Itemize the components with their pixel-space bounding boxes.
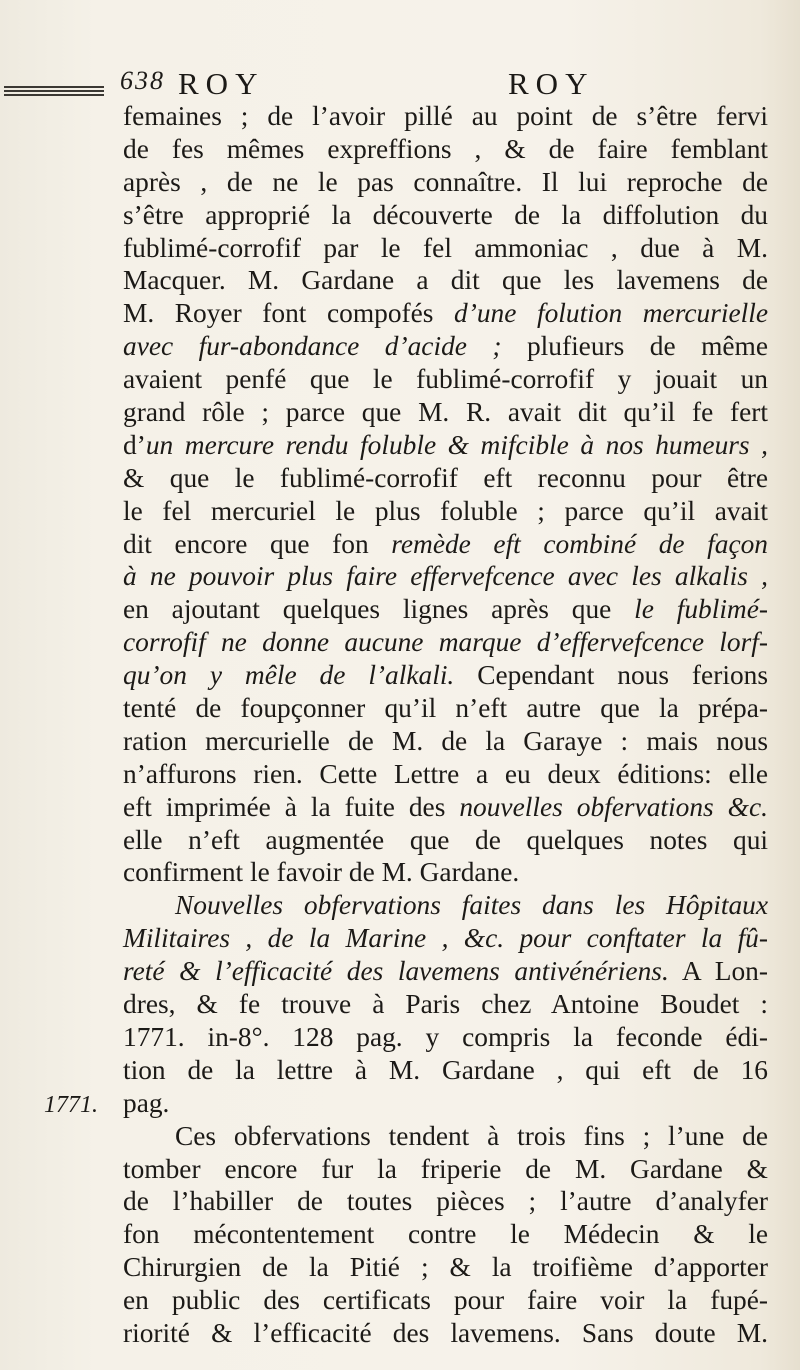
text-line	[123, 692, 768, 725]
italic-text: le fublimé-	[634, 594, 768, 625]
text-line	[123, 889, 768, 922]
text-run: eft imprimée à la fuite des	[123, 791, 460, 822]
text-run: Macquer. M. Gardane a dit que les lavemens de	[123, 265, 768, 296]
text-line	[123, 264, 768, 297]
text-run: plufieurs de même	[501, 331, 768, 362]
text-run: Cependant nous ferions	[454, 660, 768, 691]
text-line	[123, 791, 768, 824]
italic-text: un mercure rendu foluble & mifcible à nos humeurs ,	[145, 429, 768, 460]
page-number: 638	[120, 66, 165, 95]
text-run: n’affurons rien. Cette Lettre a eu deux éditions: elle	[123, 758, 768, 789]
text-line	[123, 758, 768, 791]
text-run: M. Royer font compofés	[123, 298, 455, 329]
text-run: dit encore que fon	[123, 528, 392, 559]
text-line	[123, 856, 768, 889]
running-head-left: ROY	[178, 66, 265, 101]
text-line	[123, 462, 768, 495]
text-run: Chirurgien de la Pitié ; & la troifième d’apporter	[123, 1252, 768, 1283]
italic-text: avec fur-abondance d’acide ;	[123, 331, 502, 362]
text-line	[123, 528, 768, 561]
italic-text: à ne pouvoir plus faire effervefcence avec les alkalis ,	[123, 561, 768, 592]
text-run: elle n’eft augmentée que de quelques notes qui	[123, 824, 768, 855]
text-run: & que le fublimé-corrofif eft reconnu pour être	[123, 462, 768, 493]
italic-text: reté & l’efficacité des lavemens antivénériens.	[123, 956, 669, 987]
text-run: tomber encore fur la friperie de M. Gardane &	[123, 1153, 768, 1184]
text-run: après , de ne le pas connaître. Il lui reproche de	[123, 166, 768, 197]
text-line	[123, 988, 768, 1021]
text-run: en ajoutant quelques lignes après que	[123, 594, 635, 625]
text-run: tenté de foupçonner qu’il n’eft autre que la prépa-	[123, 693, 768, 724]
italic-text: d’une folution mercurielle	[454, 298, 768, 329]
text-line	[123, 100, 768, 133]
text-line	[123, 199, 768, 232]
text-line	[123, 593, 768, 626]
text-line	[123, 626, 768, 659]
text-line	[123, 297, 768, 330]
text-line	[123, 1251, 768, 1284]
italic-text: corrofif ne donne aucune marque d’effervefcence lorf-	[123, 627, 768, 658]
italic-text: Militaires , de la Marine , &c. pour conftater la fû-	[123, 923, 768, 954]
running-head-right: ROY	[508, 66, 595, 101]
text-line	[123, 1218, 768, 1251]
text-run: fublimé-corrofif par le fel ammoniac , due à M.	[123, 232, 768, 263]
italic-text: remède eft combiné de façon	[391, 528, 768, 559]
text-run: en public des certificats pour faire voir la fupé-	[123, 1285, 768, 1316]
text-line	[123, 363, 768, 396]
text-line	[123, 429, 768, 462]
margin-date-note: 1771.	[44, 1092, 98, 1118]
text-run: fon mécontentement contre le Médecin & le	[123, 1219, 768, 1250]
text-line	[123, 955, 768, 988]
text-line	[123, 1284, 768, 1317]
text-line	[123, 1087, 768, 1120]
text-line	[123, 1021, 768, 1054]
text-run: d’	[123, 429, 146, 460]
text-line	[123, 133, 768, 166]
text-run: confirment le favoir de M. Gardane.	[123, 857, 520, 888]
text-line	[123, 1153, 768, 1186]
running-header	[120, 66, 640, 102]
text-run: pag.	[123, 1087, 170, 1118]
italic-text: nouvelles obfervations &c.	[459, 791, 768, 822]
text-run: tion de la lettre à M. Gardane , qui eft de 16	[123, 1054, 768, 1085]
text-line	[123, 166, 768, 199]
text-line	[123, 659, 768, 692]
text-run: avaient penfé que le fublimé-corrofif y jouait un	[123, 364, 768, 395]
text-run: A Lon-	[668, 956, 768, 987]
text-line	[123, 1120, 768, 1153]
text-run: de fes mêmes expreffions , & de faire femblant	[123, 133, 768, 164]
text-run: le fel mercuriel le plus foluble ; parce qu’il avait	[123, 495, 768, 526]
text-line	[123, 1185, 768, 1218]
text-run: 1771. in-8°. 128 pag. y compris la feconde édi-	[123, 1021, 768, 1052]
text-line	[123, 1317, 768, 1350]
text-run: grand rôle ; parce que M. R. avait dit qu’il fe fert	[123, 397, 768, 428]
body-text	[123, 100, 768, 1350]
text-line	[123, 560, 768, 593]
text-run: Ces obfervations tendent à trois fins ; l’une de	[175, 1120, 768, 1151]
italic-text: Nouvelles obfervations faites dans les Hôpitaux	[175, 890, 768, 921]
text-line	[123, 495, 768, 528]
text-line	[123, 725, 768, 758]
text-run: femaines ; de l’avoir pillé au point de s’être fervi	[123, 101, 768, 131]
text-line	[123, 922, 768, 955]
text-run: s’être approprié la découverte de la diffolution du	[123, 199, 768, 230]
text-run: de l’habiller de toutes pièces ; l’autre d’analyfer	[123, 1186, 768, 1217]
text-run: dres, & fe trouve à Paris chez Antoine Boudet :	[123, 989, 768, 1020]
text-line	[123, 824, 768, 857]
text-line	[123, 232, 768, 265]
text-line	[123, 330, 768, 363]
text-line	[123, 1054, 768, 1087]
text-run: riorité & l’efficacité des lavemens. Sans doute M.	[123, 1317, 768, 1348]
margin-rule	[4, 86, 104, 96]
text-line	[123, 396, 768, 429]
text-run: ration mercurielle de M. de la Garaye : mais nous	[123, 725, 768, 756]
italic-text: qu’on y mêle de l’alkali.	[123, 660, 455, 691]
